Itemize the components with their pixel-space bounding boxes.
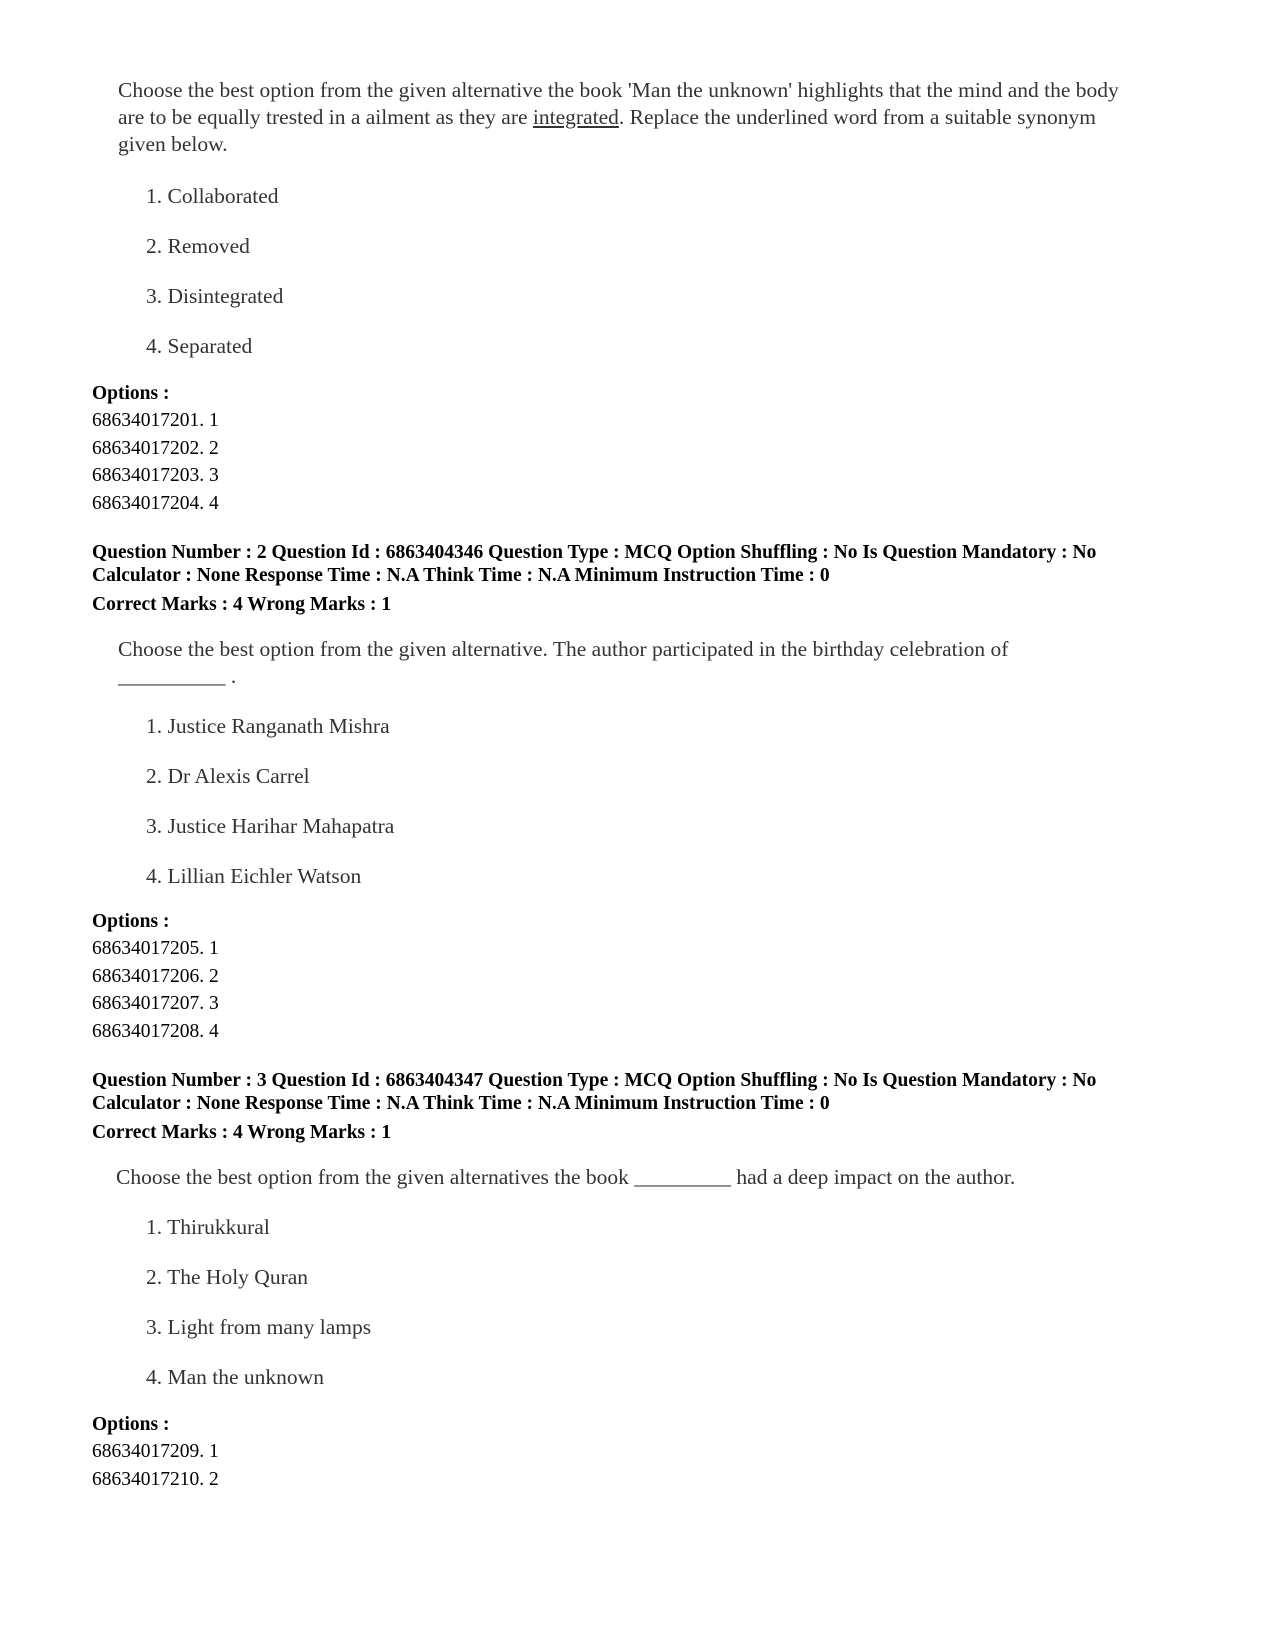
question-1 <box>92 77 1192 360</box>
question-2-stem: Choose the best option from the given alternative. The author participated in the birthday celebration of __________ . <box>118 636 1148 690</box>
choice: 4. Separated <box>146 334 253 358</box>
question-2-options <box>92 908 1192 1045</box>
question-meta: Question Number : 3 Question Id : 6863404347 Question Type : MCQ Option Shuffling : No Is Question Mandatory : No <box>92 1070 1097 1091</box>
question-2-body <box>92 636 1192 890</box>
question-1-options <box>92 380 1192 517</box>
question-1-stem: Choose the best option from the given alternative the book 'Man the unknown' highlights that the mind and the body are to be equally trested in a ailment as they are integrated. Replace the underlined word from a suitable synonym given below. <box>118 78 1119 156</box>
question-3-options <box>92 1411 1192 1493</box>
choice: 4. Lillian Eichler Watson <box>146 864 362 888</box>
choice: 3. Light from many lamps <box>146 1315 372 1339</box>
choice: 3. Disintegrated <box>146 284 284 308</box>
question-marks: Correct Marks : 4 Wrong Marks : 1 <box>92 1122 392 1143</box>
question-meta: Calculator : None Response Time : N.A Think Time : N.A Minimum Instruction Time : 0 <box>92 1093 830 1114</box>
option-id: 68634017210. 2 <box>92 1468 219 1490</box>
option-id: 68634017207. 3 <box>92 993 219 1014</box>
question-3 <box>92 1069 1192 1146</box>
underlined-word: integrated <box>532 105 619 129</box>
question-2 <box>92 541 1192 618</box>
option-id: 68634017205. 1 <box>92 938 219 959</box>
blank: __________ . <box>118 664 237 688</box>
option-id: 68634017208. 4 <box>92 1020 219 1042</box>
question-meta: Calculator : None Response Time : N.A Think Time : N.A Minimum Instruction Time : 0 <box>92 565 830 586</box>
option-id: 68634017202. 2 <box>92 437 219 459</box>
choice: 4. Man the unknown <box>146 1365 324 1389</box>
option-id: 68634017203. 3 <box>92 465 219 486</box>
choice: 1. Justice Ranganath Mishra <box>146 714 390 738</box>
question-2-choices <box>146 713 1192 890</box>
option-id: 68634017206. 2 <box>92 965 219 987</box>
option-id: 68634017201. 1 <box>92 410 219 431</box>
choice: 2. Dr Alexis Carrel <box>146 764 310 788</box>
option-id: 68634017209. 1 <box>92 1441 219 1462</box>
question-1-choices <box>146 183 1192 360</box>
options-label: Options : <box>92 383 170 404</box>
choice: 1. Thirukkural <box>146 1215 270 1239</box>
question-3-body <box>92 1164 1192 1391</box>
option-id: 68634017204. 4 <box>92 492 219 514</box>
question-3-stem: Choose the best option from the given alternatives the book _________ had a deep impact on the author. <box>116 1165 1016 1189</box>
blank: _________ <box>634 1165 732 1189</box>
options-label: Options : <box>92 911 170 932</box>
question-meta: Question Number : 2 Question Id : 6863404346 Question Type : MCQ Option Shuffling : No Is Question Mandatory : No <box>92 542 1097 563</box>
choice: 2. The Holy Quran <box>146 1265 309 1289</box>
question-marks: Correct Marks : 4 Wrong Marks : 1 <box>92 594 392 615</box>
question-3-choices <box>146 1214 1192 1391</box>
choice: 1. Collaborated <box>146 184 279 208</box>
choice: 3. Justice Harihar Mahapatra <box>146 814 395 838</box>
choice: 2. Removed <box>146 234 250 258</box>
options-label: Options : <box>92 1414 170 1435</box>
